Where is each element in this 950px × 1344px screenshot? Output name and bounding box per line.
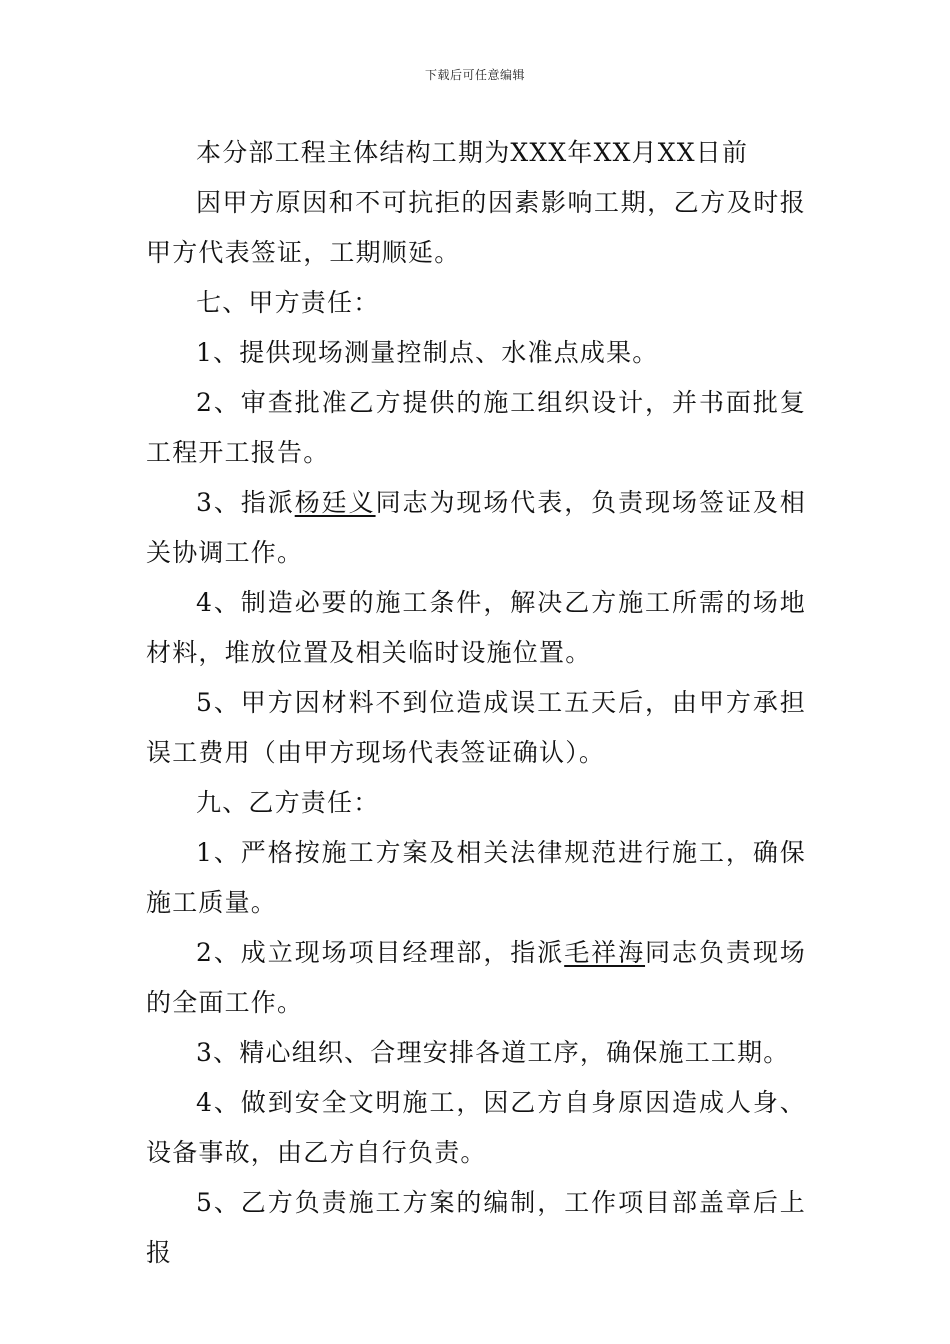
party-a-item-3-suffix: 同志为现场代表，负责现场签证及相关协调工作。: [146, 488, 806, 567]
section-heading-party-a: 七、甲方责任：: [196, 288, 380, 317]
party-b-item-2: [146, 928, 806, 1028]
party-b-item-1: 1、严格按施工方案及相关法律规范进行施工，确保施工质量。: [146, 838, 806, 917]
party-b-item-5: 5、乙方负责施工方案的编制，工作项目部盖章后上报: [146, 1188, 806, 1267]
party-a-item-2: 2、审查批准乙方提供的施工组织设计，并书面批复工程开工报告。: [146, 388, 806, 467]
party-a-item-3: [146, 478, 806, 578]
party-a-item-1: 1、提供现场测量控制点、水准点成果。: [196, 338, 659, 367]
party-b-item-3: 3、精心组织、合理安排各道工序，确保施工工期。: [196, 1038, 790, 1067]
document-body: [146, 128, 806, 1278]
paragraph-schedule: 本分部工程主体结构工期为XXX年XX月XX日前: [196, 138, 749, 167]
party-a-item-5: 5、甲方因材料不到位造成误工五天后，由甲方承担误工费用（由甲方现场代表签证确认）。: [146, 688, 806, 767]
party-b-item-2-suffix: 同志负责现场的全面工作。: [146, 938, 806, 1017]
party-b-item-2-prefix: 2、成立现场项目经理部，指派: [196, 938, 565, 967]
party-a-item-4: 4、制造必要的施工条件，解决乙方施工所需的场地材料，堆放位置及相关临时设施位置。: [146, 588, 806, 667]
party-b-manager-name: 毛祥海: [564, 938, 646, 967]
party-a-representative-name: 杨廷义: [294, 488, 376, 517]
party-b-item-4: 4、做到安全文明施工，因乙方自身原因造成人身、设备事故，由乙方自行负责。: [146, 1088, 806, 1167]
party-a-item-3-prefix: 3、指派: [196, 488, 295, 517]
paragraph-delay: 因甲方原因和不可抗拒的因素影响工期，乙方及时报甲方代表签证，工期顺延。: [146, 188, 806, 267]
page-header: 下载后可任意编辑: [424, 68, 525, 82]
section-heading-party-b: 九、乙方责任：: [196, 788, 380, 817]
